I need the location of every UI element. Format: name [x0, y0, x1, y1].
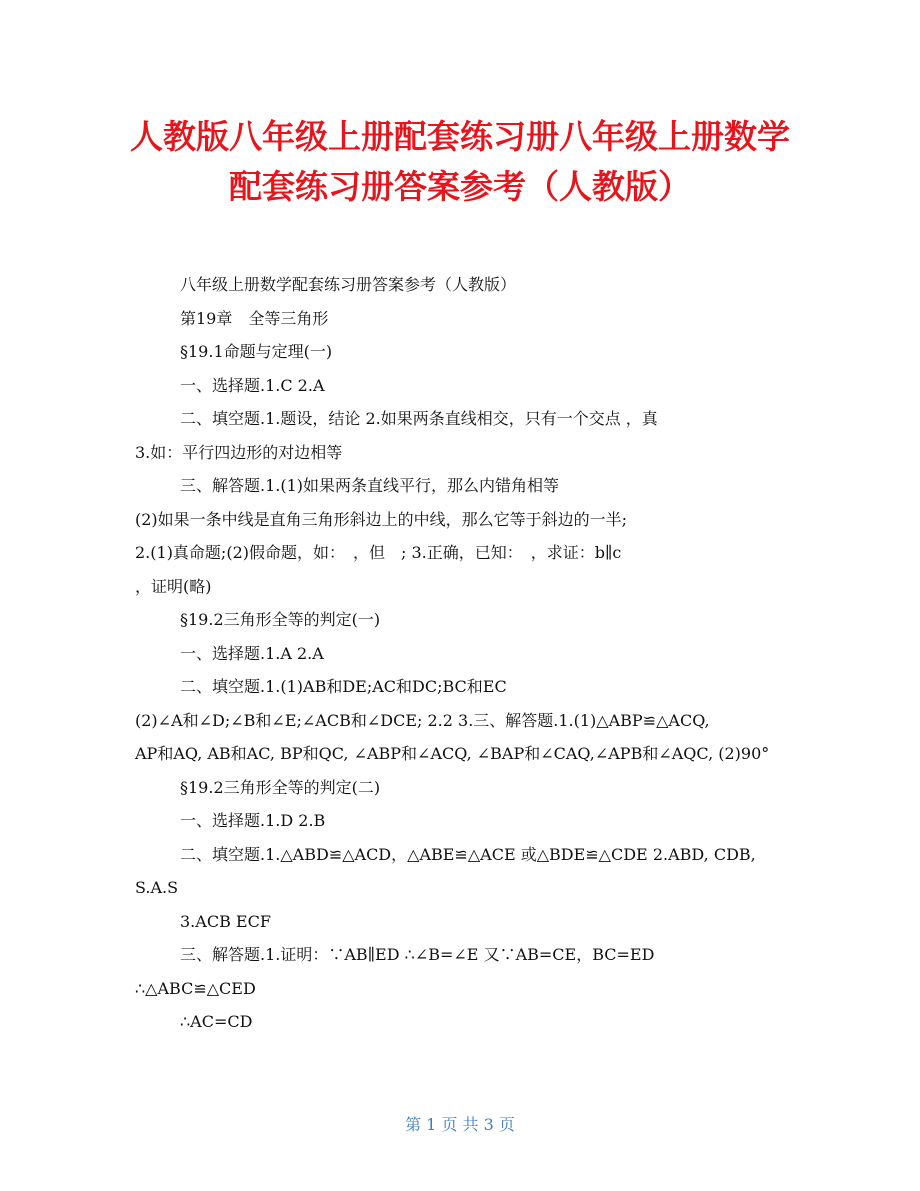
page-footer: 第 1 页 共 3 页 [405, 1115, 515, 1134]
paragraph: (2)∠A和∠D;∠B和∠E;∠ACB和∠DCE; 2.2 3.三、解答题.1.(1)△ABP≌△ACQ, [135, 710, 710, 730]
paragraph: AP和AQ, AB和AC, BP和QC, ∠ABP和∠ACQ, ∠BAP和∠CAQ,∠APB和∠AQC, (2)90° [135, 744, 770, 763]
paragraph: 一、选择题.1.A 2.A [180, 643, 324, 663]
paragraph: (2)如果一条中线是直角三角形斜边上的中线，那么它等于斜边的一半; [135, 509, 628, 529]
document-body [135, 268, 795, 1039]
paragraph: §19.2三角形全等的判定(一) [180, 610, 381, 629]
paragraph: §19.1命题与定理(一) [180, 342, 333, 361]
paragraph: ∴△ABC≌△CED [135, 978, 256, 998]
paragraph: 二、填空题.1.(1)AB和DE;AC和DC;BC和EC [180, 677, 507, 696]
paragraph: 三、解答题.1.证明：∵AB∥ED ∴∠B=∠E 又∵AB=CE，BC=ED [180, 945, 655, 964]
paragraph: 2.(1)真命题;(2)假命题，如： ，但 ; 3.正确，已知： ，求证：b∥c [135, 543, 622, 562]
paragraph: ∴AC=CD [180, 1012, 253, 1031]
paragraph: 二、填空题.1.题设，结论 2.如果两条直线相交，只有一个交点 ，真 [180, 409, 658, 428]
paragraph: S.A.S [135, 878, 179, 897]
paragraph: 八年级上册数学配套练习册答案参考（人教版） [180, 275, 517, 294]
title-line-2: 配套练习册答案参考（人教版） [229, 167, 691, 206]
paragraph: 一、选择题.1.C 2.A [180, 375, 325, 395]
paragraph: 第19章 全等三角形 [180, 308, 329, 328]
paragraph: 3.ACB ECF [180, 911, 271, 931]
paragraph: 一、选择题.1.D 2.B [180, 811, 326, 830]
document-title [120, 112, 800, 212]
paragraph: ，证明(略) [135, 576, 212, 596]
paragraph: 3.如：平行四边形的对边相等 [135, 442, 343, 462]
paragraph: 三、解答题.1.(1)如果两条直线平行，那么内错角相等 [180, 476, 560, 495]
paragraph: §19.2三角形全等的判定(二) [180, 777, 381, 797]
paragraph: 二、填空题.1.△ABD≌△ACD，△ABE≌△ACE 或△BDE≌△CDE 2.ABD, CDB, [180, 844, 756, 864]
title-line-1: 人教版八年级上册配套练习册八年级上册数学 [130, 117, 790, 156]
